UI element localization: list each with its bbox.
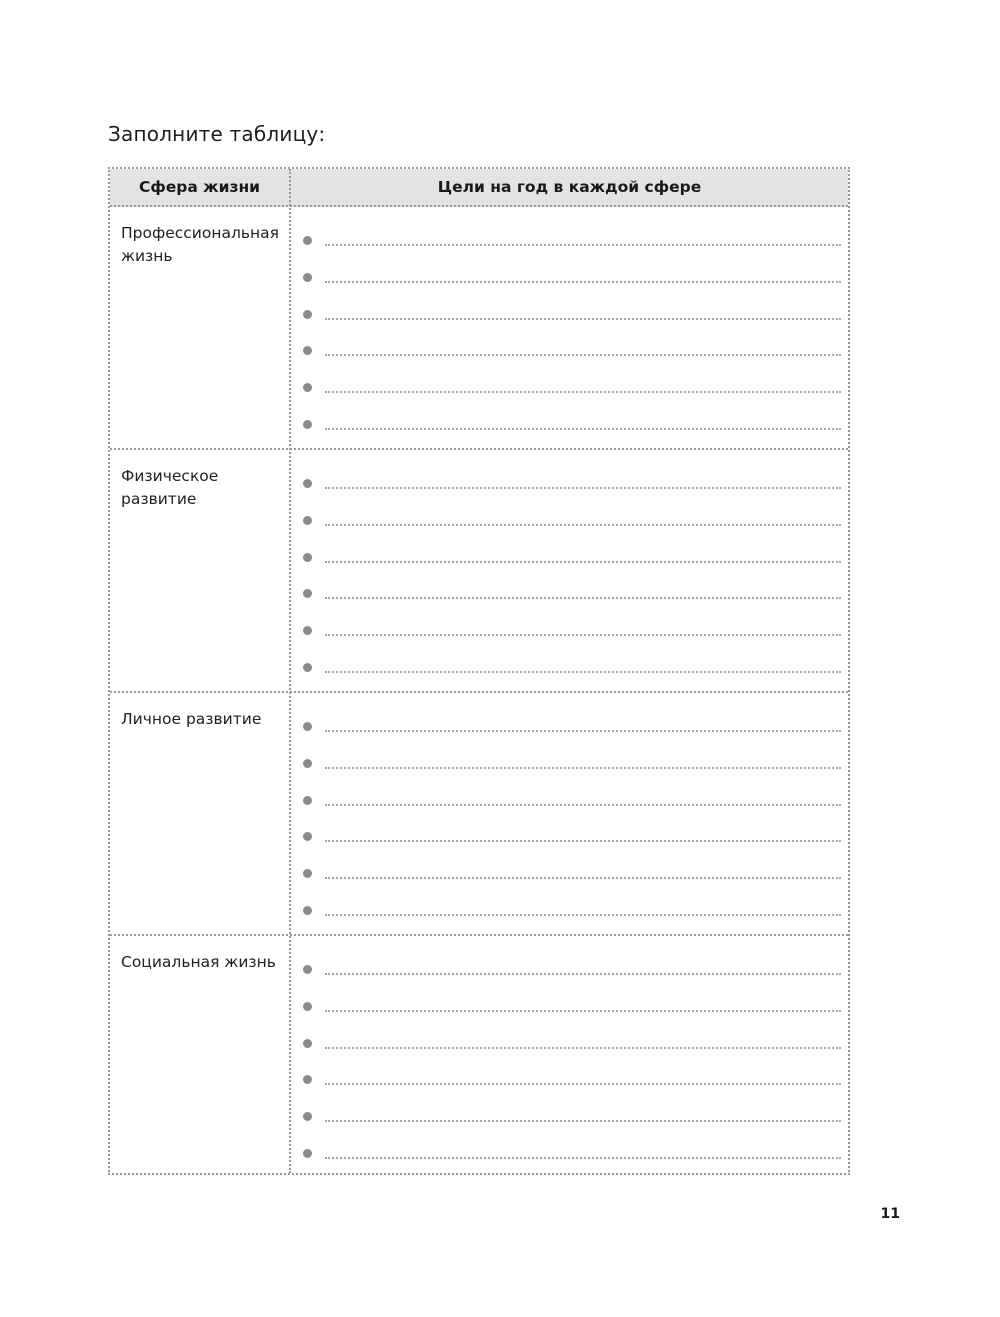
header-sphere: Сфера жизни xyxy=(138,178,261,196)
dotted-writing-line xyxy=(325,671,841,673)
bullet-icon xyxy=(303,589,312,598)
goal-line[interactable] xyxy=(301,828,841,844)
bullet-icon xyxy=(303,553,312,562)
header-goals: Цели на год в каждой сфере xyxy=(437,178,702,196)
dotted-writing-line xyxy=(325,634,841,636)
bullet-icon xyxy=(303,796,312,805)
dotted-writing-line xyxy=(325,1047,841,1049)
goal-line[interactable] xyxy=(301,961,841,977)
table-row-personal xyxy=(110,693,848,936)
instruction-heading: Заполните таблицу: xyxy=(108,122,326,146)
bullet-icon xyxy=(303,273,312,282)
table-row-social xyxy=(110,936,848,1173)
goal-line[interactable] xyxy=(301,1108,841,1124)
bullet-icon xyxy=(303,965,312,974)
goal-line[interactable] xyxy=(301,622,841,638)
bullet-icon xyxy=(303,1039,312,1048)
row-label: Физическое развитие xyxy=(121,467,219,508)
dotted-writing-line xyxy=(325,840,841,842)
goal-line[interactable] xyxy=(301,232,841,248)
row-label: Социальная жизнь xyxy=(121,953,276,971)
dotted-writing-line xyxy=(325,597,841,599)
dotted-writing-line xyxy=(325,524,841,526)
goal-line[interactable] xyxy=(301,306,841,322)
bullet-icon xyxy=(303,420,312,429)
goal-line[interactable] xyxy=(301,659,841,675)
dotted-writing-line xyxy=(325,804,841,806)
dotted-writing-line xyxy=(325,1083,841,1085)
goal-line[interactable] xyxy=(301,998,841,1014)
goal-line[interactable] xyxy=(301,1071,841,1087)
dotted-writing-line xyxy=(325,428,841,430)
bullet-icon xyxy=(303,869,312,878)
bullet-icon xyxy=(303,663,312,672)
dotted-writing-line xyxy=(325,730,841,732)
goal-line[interactable] xyxy=(301,512,841,528)
goal-line[interactable] xyxy=(301,269,841,285)
dotted-writing-line xyxy=(325,561,841,563)
goal-line[interactable] xyxy=(301,755,841,771)
dotted-writing-line xyxy=(325,244,841,246)
goal-line[interactable] xyxy=(301,792,841,808)
row-label: Профессиональная жизнь xyxy=(121,224,279,265)
dotted-writing-line xyxy=(325,767,841,769)
goal-line[interactable] xyxy=(301,865,841,881)
bullet-icon xyxy=(303,832,312,841)
goal-line[interactable] xyxy=(301,1035,841,1051)
bullet-icon xyxy=(303,1112,312,1121)
bullet-icon xyxy=(303,906,312,915)
goal-line[interactable] xyxy=(301,475,841,491)
dotted-writing-line xyxy=(325,914,841,916)
bullet-icon xyxy=(303,383,312,392)
bullet-icon xyxy=(303,1002,312,1011)
goal-line[interactable] xyxy=(301,342,841,358)
goal-line[interactable] xyxy=(301,416,841,432)
dotted-writing-line xyxy=(325,877,841,879)
bullet-icon xyxy=(303,516,312,525)
dotted-writing-line xyxy=(325,487,841,489)
dotted-writing-line xyxy=(325,1157,841,1159)
goal-line[interactable] xyxy=(301,718,841,734)
row-label: Личное развитие xyxy=(121,710,262,728)
bullet-icon xyxy=(303,310,312,319)
dotted-writing-line xyxy=(325,318,841,320)
table-header xyxy=(110,169,848,207)
goal-line[interactable] xyxy=(301,902,841,918)
bullet-icon xyxy=(303,626,312,635)
bullet-icon xyxy=(303,479,312,488)
goal-line[interactable] xyxy=(301,379,841,395)
dotted-writing-line xyxy=(325,1010,841,1012)
dotted-writing-line xyxy=(325,354,841,356)
bullet-icon xyxy=(303,1149,312,1158)
bullet-icon xyxy=(303,759,312,768)
goal-line[interactable] xyxy=(301,1145,841,1161)
goals-table xyxy=(108,167,850,1175)
dotted-writing-line xyxy=(325,1120,841,1122)
table-row-professional xyxy=(110,207,848,450)
bullet-icon xyxy=(303,1075,312,1084)
bullet-icon xyxy=(303,236,312,245)
page-number: 11 xyxy=(880,1206,900,1222)
table-row-physical xyxy=(110,450,848,693)
bullet-icon xyxy=(303,722,312,731)
dotted-writing-line xyxy=(325,973,841,975)
dotted-writing-line xyxy=(325,281,841,283)
goal-line[interactable] xyxy=(301,549,841,565)
bullet-icon xyxy=(303,346,312,355)
dotted-writing-line xyxy=(325,391,841,393)
goal-line[interactable] xyxy=(301,585,841,601)
